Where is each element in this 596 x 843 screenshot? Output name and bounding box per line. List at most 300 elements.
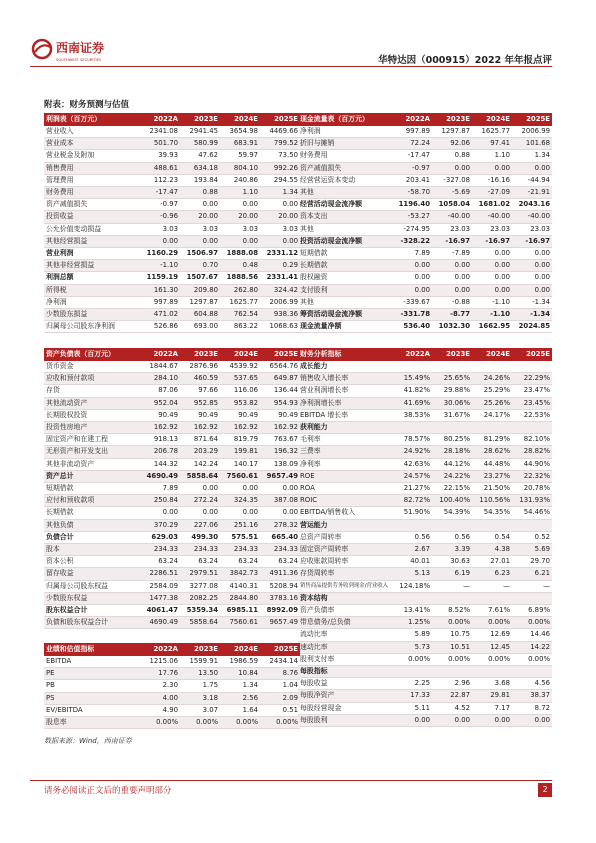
table-row (44, 385, 300, 397)
table-row (44, 373, 300, 385)
source-note: 数据来源：Wind，西南证券 (44, 737, 132, 745)
cell-value: 0.48 (220, 260, 260, 272)
cell-value: 2341.08 (149, 127, 178, 135)
table-row (44, 568, 300, 580)
cell-value: 1477.38 (140, 592, 180, 604)
cell-value (472, 519, 512, 531)
cell-value: 234.33 (140, 544, 180, 556)
cell-value: -40.00 (472, 211, 512, 223)
year-header: 2022A (140, 113, 180, 126)
cell-value: 162.92 (260, 422, 300, 434)
cell-value (472, 422, 512, 434)
cell-value: 278.32 (260, 519, 300, 531)
cell-value: 294.55 (273, 175, 298, 184)
cell-value: 72.24 (392, 138, 432, 150)
cell-value: 954.93 (260, 397, 300, 409)
cell-value (432, 666, 472, 678)
cell-value: 2286.51 (140, 568, 180, 580)
cell-value: -0.88 (452, 297, 470, 306)
cell-value: 2.56 (220, 692, 260, 704)
cell-value: 41.82% (403, 386, 430, 395)
cell-value: 0.00 (392, 284, 432, 296)
cell-value: 2844.80 (220, 592, 260, 604)
cell-value (432, 422, 472, 434)
cell-value: 804.10 (220, 162, 260, 174)
cell-value: 23.03 (490, 224, 510, 233)
cell-value: -40.00 (432, 211, 472, 223)
cell-value (432, 361, 472, 373)
row-label: 长期借款 (298, 260, 392, 272)
cell-value: 81.29% (483, 435, 510, 444)
cell-value: 1888.56 (226, 273, 258, 282)
row-label: 负债合计 (46, 532, 74, 541)
row-label: 短期借款 (300, 249, 328, 258)
cell-value: 90.49 (278, 410, 298, 419)
cell-value (512, 422, 552, 434)
cell-value: 0.00 (494, 273, 510, 282)
cell-value: 47.62 (198, 151, 218, 160)
row-label: ROIC (298, 495, 392, 507)
row-label: 存货 (46, 386, 60, 395)
table-row (298, 495, 552, 507)
table-row (298, 617, 552, 629)
cell-value: 44.90% (523, 459, 550, 468)
row-label: 销售收入增长率 (298, 373, 392, 385)
cell-value: 0.00 (282, 200, 298, 209)
table-row (44, 162, 300, 174)
table-row (298, 397, 552, 409)
cell-value: -1.10 (472, 309, 512, 321)
row-label: 存货周转率 (298, 568, 392, 580)
cell-value: 1297.87 (441, 127, 470, 135)
cell-value: 138.09 (273, 459, 298, 468)
cell-value: 110.56% (472, 495, 512, 507)
cell-value: 1297.87 (189, 297, 218, 306)
cell-value: 0.00% (260, 717, 300, 729)
table-row (44, 495, 300, 507)
cell-value: 1196.40 (398, 200, 430, 209)
table-row (298, 296, 552, 308)
cell-value: 23.47% (523, 386, 550, 395)
cell-value: 24.17% (483, 410, 510, 419)
cell-value: 234.33 (220, 544, 260, 556)
cell-value: 1.34 (242, 681, 258, 690)
table-row (298, 446, 552, 458)
cell-value (512, 519, 552, 531)
cell-value: -339.67 (403, 297, 430, 306)
table-row (298, 678, 552, 690)
table-row (298, 519, 552, 531)
row-label: 其他 (298, 187, 392, 199)
cell-value: 0.51 (282, 705, 298, 714)
row-label: 速动比率 (298, 641, 392, 653)
cell-value: 82.10% (523, 435, 550, 444)
cell-value: 38.37 (512, 690, 552, 702)
table-row (298, 187, 552, 199)
row-label: 每股净资产 (298, 690, 392, 702)
cell-value: 0.00 (162, 508, 178, 517)
table-row (298, 568, 552, 580)
cell-value: 144.32 (153, 459, 178, 468)
row-label: 其他 (300, 224, 314, 233)
cell-value: 0.00 (512, 284, 552, 296)
table-row (298, 385, 552, 397)
cell-value: 0.00 (534, 249, 550, 258)
income-statement-table (44, 113, 300, 333)
cell-value: 28.62% (472, 446, 512, 458)
row-label: EBITDA (46, 657, 72, 665)
cell-value: 22.15% (443, 484, 470, 493)
cell-value: 0.52 (534, 532, 550, 541)
cell-value: 90.49 (198, 410, 218, 419)
table-row (44, 296, 300, 308)
cell-value: 0.00 (220, 235, 260, 247)
cell-value: 209.80 (180, 284, 220, 296)
table-row (44, 692, 300, 704)
row-label: 股息率 (44, 717, 140, 729)
cell-value: 28.82% (512, 446, 552, 458)
table-row (44, 556, 300, 568)
cell-value: -328.22 (392, 235, 432, 247)
cell-value: 4690.49 (140, 617, 180, 629)
cell-value: 5.89 (414, 630, 430, 639)
table-row (298, 422, 552, 434)
year-header: 2025E (512, 113, 552, 126)
cell-value: 2979.51 (180, 568, 220, 580)
row-label: EBITDA 增长率 (300, 410, 349, 419)
cell-value: 116.06 (233, 386, 258, 395)
cell-value: -21.91 (512, 187, 552, 199)
cell-value: 1625.77 (229, 297, 258, 306)
cell-value: 0.00 (512, 260, 552, 272)
cell-value: 101.68 (512, 138, 552, 150)
year-header: 2024E (472, 113, 512, 126)
cell-value: -16.16 (487, 175, 510, 184)
row-label: 长期股权投资 (46, 410, 88, 419)
row-label: 营运能力 (298, 519, 392, 531)
table-row (44, 668, 300, 680)
row-label: 筹资活动现金流净额 (298, 309, 392, 321)
cell-value: 10.84 (220, 668, 260, 680)
row-label: 每股指标 (298, 666, 392, 678)
cell-value: 0.54 (494, 532, 510, 541)
section-title: 附表：财务预测与估值 (44, 100, 130, 110)
table-row (298, 211, 552, 223)
cell-value: 30.06% (432, 397, 472, 409)
cell-value: 634.18 (180, 162, 220, 174)
table-row (298, 580, 552, 592)
table-row (44, 284, 300, 296)
cell-value: 0.00% (512, 617, 552, 629)
row-label: 长期借款 (46, 508, 74, 517)
cell-value: 3.07 (202, 705, 218, 714)
cell-value: 63.24 (198, 557, 218, 566)
table-row (298, 309, 552, 321)
table-title: 业绩和估值指标 (44, 643, 140, 656)
cell-value: 2024.85 (518, 322, 550, 331)
table-row (44, 483, 300, 495)
table-row (44, 126, 300, 138)
cell-value: 0.70 (180, 260, 220, 272)
cell-value: 100.40% (432, 495, 472, 507)
cell-value: 1662.95 (478, 322, 510, 331)
cell-value: 54.39% (443, 508, 470, 517)
row-label: 支付股利 (298, 284, 392, 296)
cell-value: 7.89 (162, 484, 178, 493)
cell-value: 2434.14 (269, 657, 298, 665)
cell-value: 0.00 (282, 508, 298, 517)
row-label: 应付和预收款项 (44, 495, 140, 507)
row-label: 资产总计 (44, 470, 140, 482)
cell-value: 90.49 (158, 410, 178, 419)
cell-value: 24.92% (392, 446, 432, 458)
year-header: 2025E (260, 348, 300, 361)
row-label: 其他流动资产 (44, 397, 140, 409)
cell-value: 29.70 (530, 557, 550, 566)
cell-value: 1.10 (220, 187, 260, 199)
table-title: 资产负债表（百万元） (44, 348, 140, 361)
table-row (44, 680, 300, 692)
row-label: 管理费用 (46, 175, 74, 184)
row-label: 营业利润增长率 (300, 386, 349, 395)
cell-value: 29.88% (443, 386, 470, 395)
cell-value: 1.34 (260, 187, 300, 199)
cell-value: 2.96 (454, 679, 470, 688)
cell-value: 4469.66 (269, 127, 298, 135)
cell-value: 5.69 (512, 544, 552, 556)
cell-value (432, 592, 472, 604)
row-label: 净利率 (300, 459, 321, 468)
cell-value: 7.17 (494, 703, 510, 712)
table-row (44, 605, 300, 617)
cell-value: 90.49 (238, 410, 258, 419)
row-label: 归属母公司股东权益 (46, 581, 109, 590)
row-label: 短期借款 (46, 484, 74, 493)
table-row (44, 150, 300, 162)
table-row (298, 483, 552, 495)
row-label: 获利能力 (298, 422, 392, 434)
cell-value: 0.00 (472, 162, 512, 174)
cell-value: 3842.73 (220, 568, 260, 580)
cell-value (392, 519, 432, 531)
cell-value: 8.52% (448, 606, 470, 615)
table-row (298, 605, 552, 617)
cell-value: 23.03 (450, 224, 470, 233)
row-label: 资产减值损失 (46, 200, 88, 209)
cell-value: 6.89% (528, 606, 550, 615)
table-row (298, 592, 552, 604)
cell-value: -1.34 (532, 297, 550, 306)
table-row (298, 531, 552, 543)
cell-value: 0.00% (528, 654, 550, 663)
cell-value (392, 666, 432, 678)
cell-value: 2941.45 (189, 127, 218, 135)
cell-value: 162.92 (140, 422, 180, 434)
cell-value: 1.34 (534, 151, 550, 160)
cell-value: 1.75 (202, 681, 218, 690)
cell-value: 124.18% (399, 581, 430, 590)
row-label: 营业收入 (46, 127, 74, 135)
cell-value (472, 666, 512, 678)
row-label: 股权融资 (300, 273, 328, 282)
cell-value: 20.78% (523, 484, 550, 493)
cell-value: 649.87 (260, 373, 300, 385)
cell-value: -16.97 (472, 235, 512, 247)
cell-value: 0.00 (242, 484, 258, 493)
cell-value: 3783.16 (260, 592, 300, 604)
cell-value: 136.44 (273, 386, 298, 395)
cell-value (392, 422, 432, 434)
cell-value: 992.26 (260, 162, 300, 174)
cell-value: 997.89 (405, 127, 430, 135)
cell-value: 17.33 (392, 690, 432, 702)
row-label: 每股股利 (298, 714, 392, 726)
cell-value: 3.03 (242, 224, 258, 233)
cell-value: 1068.63 (269, 322, 298, 331)
cell-value: 324.35 (220, 495, 260, 507)
row-label: 成长能力 (300, 362, 328, 370)
row-label: 股本 (44, 544, 140, 556)
table-row (44, 544, 300, 556)
cell-value: -58.70 (392, 187, 432, 199)
year-header: 2025E (260, 113, 300, 126)
cell-value: 22.87 (432, 690, 472, 702)
year-header: 2025E (512, 348, 552, 361)
cell-value: 0.00 (260, 235, 300, 247)
row-label: 折旧与摊销 (298, 138, 392, 150)
cell-value: -331.78 (392, 309, 432, 321)
cell-value: 2.25 (414, 679, 430, 688)
year-header: 2023E (180, 113, 220, 126)
cell-value: 1.64 (242, 705, 258, 714)
cell-value: 1.25% (392, 617, 432, 629)
cell-value: 1507.67 (186, 273, 218, 282)
cell-value: -7.89 (452, 249, 470, 258)
row-label: 所得税 (44, 284, 140, 296)
year-header: 2024E (220, 643, 260, 656)
cell-value: 196.32 (260, 446, 300, 458)
cell-value: 0.00% (408, 654, 430, 663)
table-row (44, 409, 300, 421)
row-label: 无形资产和开发支出 (44, 446, 140, 458)
header-divider (30, 66, 552, 67)
year-header: 2025E (260, 643, 300, 656)
row-label: 其他 (300, 297, 314, 306)
cell-value: 0.00 (494, 249, 510, 258)
table-row (298, 544, 552, 556)
cell-value: 0.00 (432, 714, 472, 726)
year-header: 2023E (432, 113, 472, 126)
cell-value: 499.30 (191, 532, 218, 541)
cell-value: 938.36 (260, 309, 300, 321)
row-label: ROA (300, 484, 315, 493)
cell-value: 2331.41 (266, 273, 298, 282)
report-title: 华特达因（000915）2022 年年报点评 (378, 55, 552, 66)
cell-value: 22.29% (512, 373, 552, 385)
cell-value: 131.93% (512, 495, 552, 507)
row-label: PS (44, 692, 140, 704)
row-label: 固定资产和在建工程 (46, 435, 109, 444)
cell-value: 387.08 (260, 495, 300, 507)
table-row (44, 446, 300, 458)
cell-value: 324.42 (260, 284, 300, 296)
footer-disclaimer: 请务必阅读正文后的重要声明部分 (44, 786, 172, 796)
cell-value: 3.18 (180, 692, 220, 704)
row-label: 财务费用 (300, 151, 328, 160)
table-row (44, 507, 300, 519)
cell-value: 3277.08 (189, 581, 218, 590)
cell-value (392, 361, 432, 373)
row-label: 负债和股东权益合计 (44, 617, 140, 629)
row-label: PB (46, 681, 55, 690)
row-label: 净利润 (300, 127, 321, 135)
cell-value: 87.06 (158, 386, 178, 395)
cell-value: -16.97 (512, 235, 552, 247)
cell-value: 683.91 (220, 138, 260, 150)
row-label: 其他负债 (44, 519, 140, 531)
table-row (298, 361, 552, 373)
table-row (298, 150, 552, 162)
cell-value: 0.00 (472, 260, 512, 272)
table-row (44, 580, 300, 592)
row-label: EBITDA/销售收入 (300, 508, 356, 517)
cell-value: 0.29 (260, 260, 300, 272)
table-row (298, 248, 552, 260)
cell-value: 4690.49 (140, 470, 180, 482)
row-label: 应收账款周转率 (300, 557, 349, 566)
table-row (298, 174, 552, 186)
table-row (44, 260, 300, 272)
cell-value (472, 361, 512, 373)
page-number: 2 (538, 783, 552, 797)
cell-value: 97.41 (472, 138, 512, 150)
cell-value: 0.00 (512, 714, 552, 726)
cell-value: 0.00 (140, 235, 180, 247)
cell-value: 799.52 (260, 138, 300, 150)
cell-value: 21.27% (403, 484, 430, 493)
table-row (44, 138, 300, 150)
cell-value: 3.03 (162, 224, 178, 233)
row-label: 财务费用 (44, 187, 140, 199)
cell-value: 15.49% (392, 373, 432, 385)
cell-value: 629.03 (151, 532, 178, 541)
cell-value: 23.03 (530, 224, 550, 233)
cell-value: 0.00 (454, 273, 470, 282)
table-row (298, 373, 552, 385)
cell-value: 7.61% (488, 606, 510, 615)
cell-value: 162.92 (180, 422, 220, 434)
cell-value: 25.29% (483, 386, 510, 395)
cell-value: 92.06 (432, 138, 472, 150)
cell-value: 5858.64 (180, 470, 220, 482)
cell-value: 5359.34 (186, 606, 218, 615)
table-row (298, 126, 552, 138)
table-row (298, 629, 552, 641)
table-row (44, 223, 300, 235)
year-header: 2023E (432, 348, 472, 361)
cell-value: 1681.02 (478, 200, 510, 209)
cell-value: 234.33 (260, 544, 300, 556)
cell-value: 0.00 (392, 714, 432, 726)
cell-value (392, 592, 432, 604)
cell-value: 953.82 (220, 397, 260, 409)
cell-value: 31.67% (443, 410, 470, 419)
cell-value: -17.47 (140, 187, 180, 199)
cell-value: -44.94 (527, 175, 550, 184)
cell-value: 2082.25 (180, 592, 220, 604)
table-row (298, 321, 552, 333)
table-row (44, 272, 300, 284)
